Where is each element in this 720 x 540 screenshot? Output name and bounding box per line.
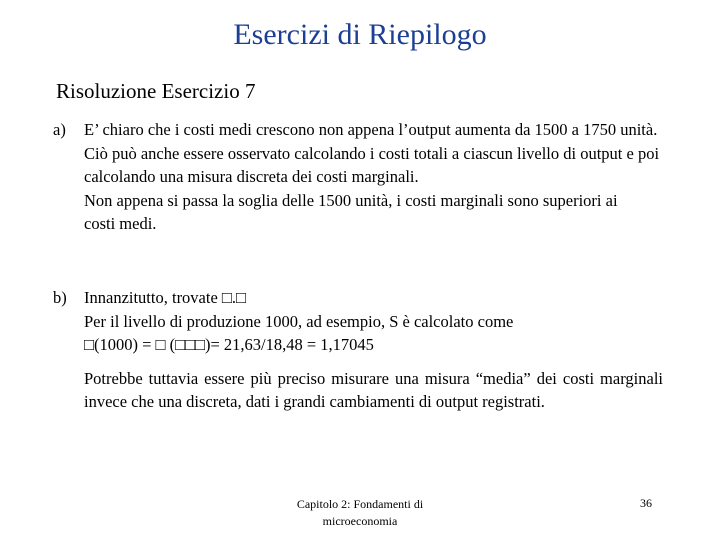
- footer-chapter: Capitolo 2: Fondamenti di microeconomia: [296, 497, 424, 528]
- part-b-line4: Potrebbe tuttavia essere più preciso misurare una misura “media” dei costi marginali invece che una discreta, dati i grandi cambiamenti di output registrati.: [84, 368, 663, 411]
- slide-title: Esercizi di Riepilogo: [233, 18, 487, 51]
- part-a-line2: Ciò può anche essere osservato calcolando i costi totali a ciascun livello di output e poi calcolando una misura discreta dei costi marginali.: [84, 143, 660, 186]
- part-a-label: a): [53, 120, 66, 139]
- part-b-line2: Per il livello di produzione 1000, ad esempio, S è calcolato come: [84, 311, 514, 331]
- part-a: [53, 118, 663, 236]
- part-a-line3: Non appena si passa la soglia delle 1500 unità, i costi marginali sono superiori ai costi medi.: [84, 190, 618, 233]
- part-a-line1: E’ chiaro che i costi medi crescono non appena l’output aumenta da 1500 a 1750 unità.: [84, 120, 658, 139]
- part-b: [53, 286, 663, 414]
- part-b-formula: □(1000) = □ (□□□)= 21,63/18,48 = 1,17045: [84, 335, 374, 354]
- part-b-label: b): [53, 288, 67, 307]
- page-number: 36: [640, 496, 652, 510]
- slide-subtitle: Risoluzione Esercizio 7: [56, 79, 256, 103]
- part-b-line1: Innanzitutto, trovate □.□: [84, 288, 246, 307]
